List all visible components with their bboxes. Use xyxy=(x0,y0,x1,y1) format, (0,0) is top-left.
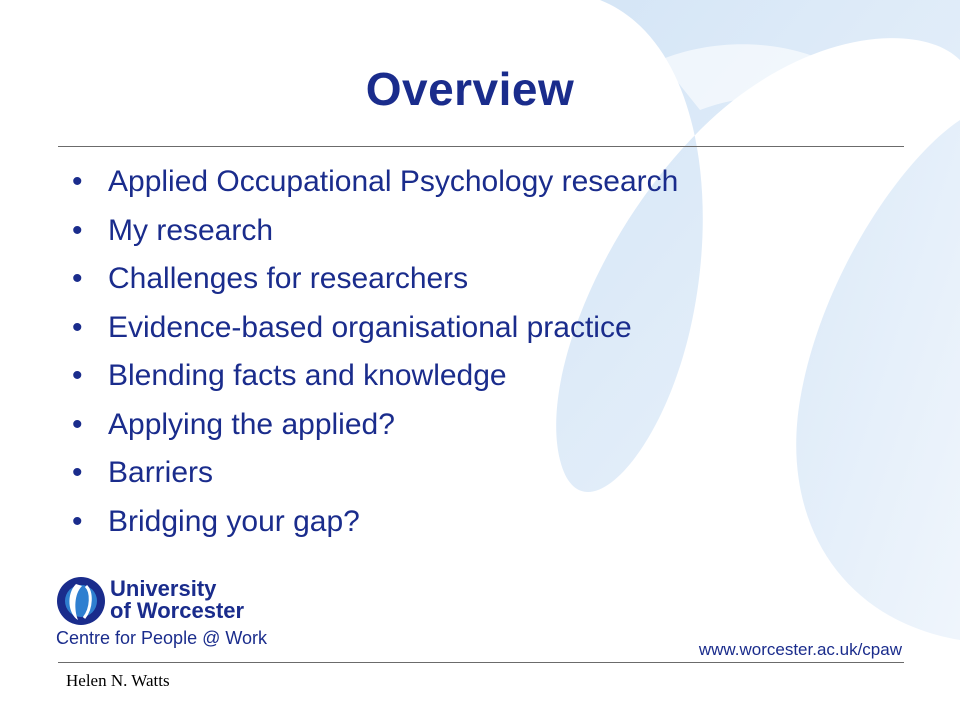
author-name: Helen N. Watts xyxy=(66,671,170,690)
footer-divider xyxy=(58,662,904,663)
bullet-text: Challenges for researchers xyxy=(108,262,469,295)
logo-emblem-icon xyxy=(56,574,106,628)
list-item xyxy=(72,255,678,304)
bullet-icon: • xyxy=(72,213,83,247)
bullet-icon: • xyxy=(72,504,83,538)
bullet-text: Evidence-based organisational practice xyxy=(108,310,632,344)
list-item xyxy=(72,401,678,450)
list-item xyxy=(72,304,678,353)
bullet-icon: • xyxy=(72,456,83,489)
list-item xyxy=(72,449,678,498)
bullet-icon: • xyxy=(72,165,83,198)
logo-centre-text: Centre for People @ Work xyxy=(56,628,268,648)
bullet-icon: • xyxy=(72,407,83,441)
list-item xyxy=(72,352,678,401)
bullet-text: Applied Occupational Psychology research xyxy=(108,165,679,198)
website-url: www.worcester.ac.uk/cpaw xyxy=(698,640,902,659)
title-divider xyxy=(58,146,904,147)
bullet-icon: • xyxy=(72,359,83,392)
bullet-text: Bridging your gap? xyxy=(108,504,360,538)
list-item xyxy=(72,498,678,547)
university-logo xyxy=(56,574,268,654)
logo-worcester-text: of Worcester xyxy=(110,598,245,623)
bullet-icon: • xyxy=(72,262,83,295)
bullet-text: My research xyxy=(108,213,274,247)
slide-title: Overview xyxy=(365,63,575,115)
list-item xyxy=(72,207,678,256)
bullet-icon: • xyxy=(72,310,83,344)
list-item xyxy=(72,158,678,207)
logo-university-text: University xyxy=(110,576,217,601)
bullet-text: Barriers xyxy=(108,456,214,489)
bullet-list xyxy=(72,158,678,546)
bullet-text: Applying the applied? xyxy=(108,407,395,441)
bullet-text: Blending facts and knowledge xyxy=(108,359,507,392)
